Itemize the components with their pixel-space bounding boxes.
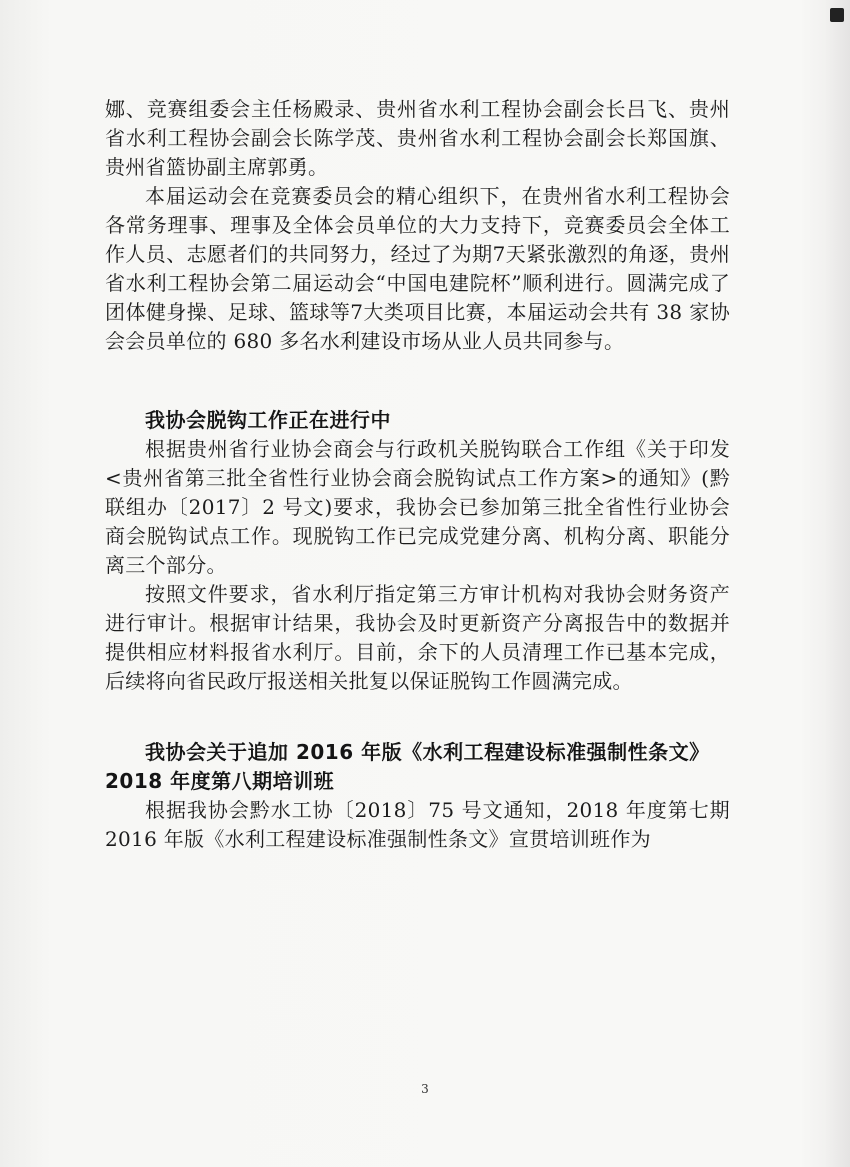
section-spacer — [105, 696, 730, 738]
paragraph-games-summary: 本届运动会在竞赛委员会的精心组织下，在贵州省水利工程协会各常务理事、理事及全体会员单位的大力支持下，竞赛委员会全体工作人员、志愿者们的共同努力，经过了为期7天紧张激烈的角逐，贵州省水利工程协会第二届运动会“中国电建院杯”顺利进行。圆满完成了团体健身操、足球、篮球等7大类项目比赛，本届运动会共有 38 家协会会员单位的 680 多名水利建设市场从业人员共同参与。 — [105, 184, 730, 353]
section-heading-training: 我协会关于追加 2016 年版《水利工程建设标准强制性条文》2018 年度第八期培训班 — [105, 740, 710, 793]
paragraph-decoupling-1: 根据贵州省行业协会商会与行政机关脱钩联合工作组《关于印发<贵州省第三批全省性行业协会商会脱钩试点工作方案>的通知》(黔联组办〔2017〕2 号文)要求，我协会已参加第三批全省性行业协会商会脱钩试点工作。现脱钩工作已完成党建分离、机构分离、职能分离三个部分。 — [105, 437, 730, 577]
section-spacer — [105, 356, 730, 406]
scan-corner-mark — [830, 8, 844, 22]
scan-shadow-edge — [824, 0, 850, 1167]
paragraph-decoupling-2: 按照文件要求，省水利厅指定第三方审计机构对我协会财务资产进行审计。根据审计结果，我协会及时更新资产分离报告中的数据并提供相应材料报省水利厅。目前，余下的人员清理工作已基本完成，后续将向省民政厅报送相关批复以保证脱钩工作圆满完成。 — [105, 582, 730, 693]
document-body — [105, 95, 730, 854]
paragraph-training-1: 根据我协会黔水工协〔2018〕75 号文通知，2018 年度第七期 2016 年版《水利工程建设标准强制性条文》宣贯培训班作为 — [105, 798, 730, 851]
section-heading-decoupling: 我协会脱钩工作正在进行中 — [145, 408, 391, 432]
paragraph-attendees: 娜、竞赛组委会主任杨殿录、贵州省水利工程协会副会长吕飞、贵州省水利工程协会副会长陈学茂、贵州省水利工程协会副会长郑国旗、贵州省篮协副主席郭勇。 — [105, 97, 730, 179]
page-number: 3 — [421, 1082, 429, 1096]
